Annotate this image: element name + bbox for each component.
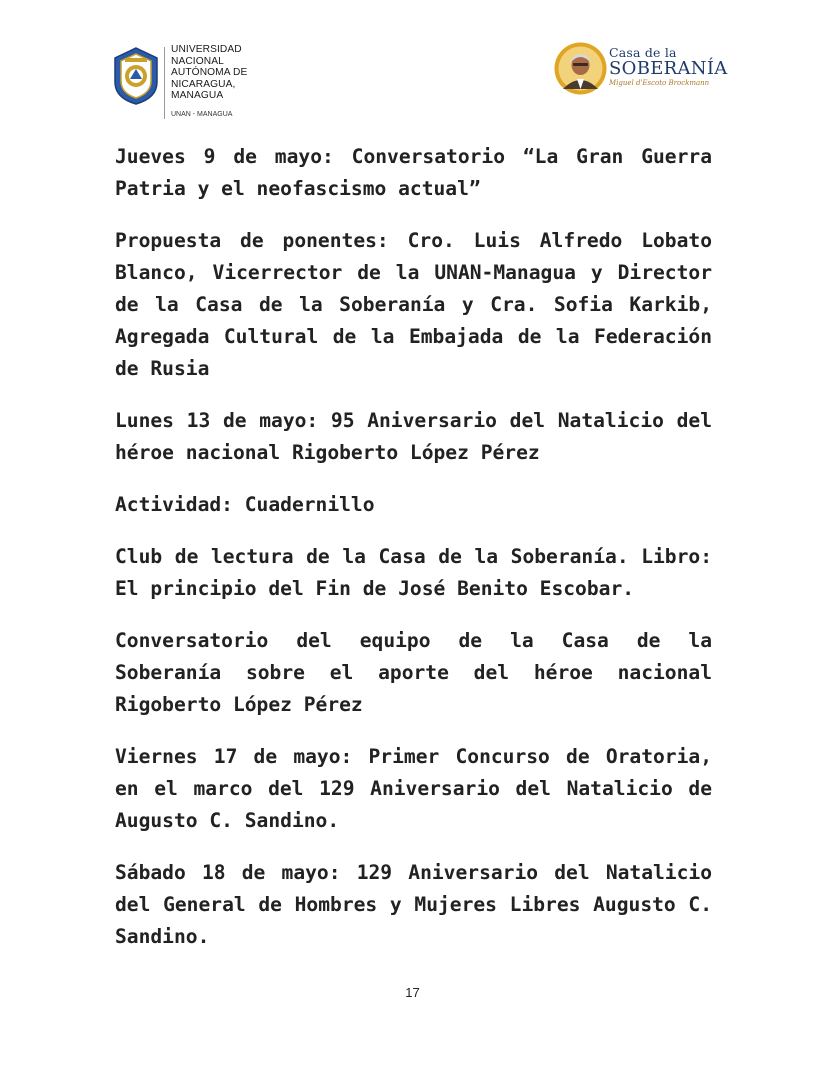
casa-soberania-title (609, 46, 728, 88)
paragraph: Jueves 9 de mayo: Conversatorio “La Gran Guerra Patria y el neofascismo actual” (115, 145, 712, 200)
unan-name-line: MANAGUA (171, 90, 224, 101)
casa-title-line2: SOBERANÍA (609, 58, 728, 79)
paragraph: Sábado 18 de mayo: 129 Aniversario del Natalicio del General de Hombres y Mujeres Libres Augusto C. Sandino. (115, 861, 712, 948)
unan-name-line: NICARAGUA, (171, 78, 236, 90)
casa-title-line1: Casa de la (609, 45, 677, 60)
paragraph: Viernes 17 de mayo: Primer Concurso de Oratoria, en el marco del 129 Aniversario del Natalicio de Augusto C. Sandino. (115, 745, 712, 832)
paragraph: Conversatorio del equipo de la Casa de la Soberanía sobre el aporte del héroe nacional Rigoberto López Pérez (115, 629, 712, 716)
page-number: 17 (405, 985, 420, 1000)
paragraph: Actividad: Cuadernillo (115, 493, 375, 516)
paragraph: Club de lectura de la Casa de la Soberanía. Libro: El principio del Fin de José Benito Escobar. (115, 545, 712, 600)
casa-soberania-portrait-icon (553, 41, 608, 96)
header-divider (164, 47, 165, 119)
unan-name-line: NACIONAL (171, 55, 224, 67)
unan-name (171, 44, 247, 102)
document-body (115, 141, 712, 953)
unan-short-name: UNAN - MANAGUA (171, 111, 233, 118)
unan-name-line: AUTÓNOMA DE (171, 67, 248, 78)
page-header (0, 0, 825, 125)
unan-seal-icon (111, 46, 161, 106)
casa-subtitle: Miguel d'Escoto Brockmann (609, 79, 710, 87)
unan-name-line: UNIVERSIDAD (171, 44, 242, 55)
paragraph: Lunes 13 de mayo: 95 Aniversario del Natalicio del héroe nacional Rigoberto López Pérez (115, 409, 712, 464)
paragraph: Propuesta de ponentes: Cro. Luis Alfredo Lobato Blanco, Vicerrector de la UNAN-Managua y Director de la Casa de la Soberanía y Cra. Sofia Karkib, Agregada Cultural de la Embajada de la Federación de Rusia (115, 229, 712, 380)
